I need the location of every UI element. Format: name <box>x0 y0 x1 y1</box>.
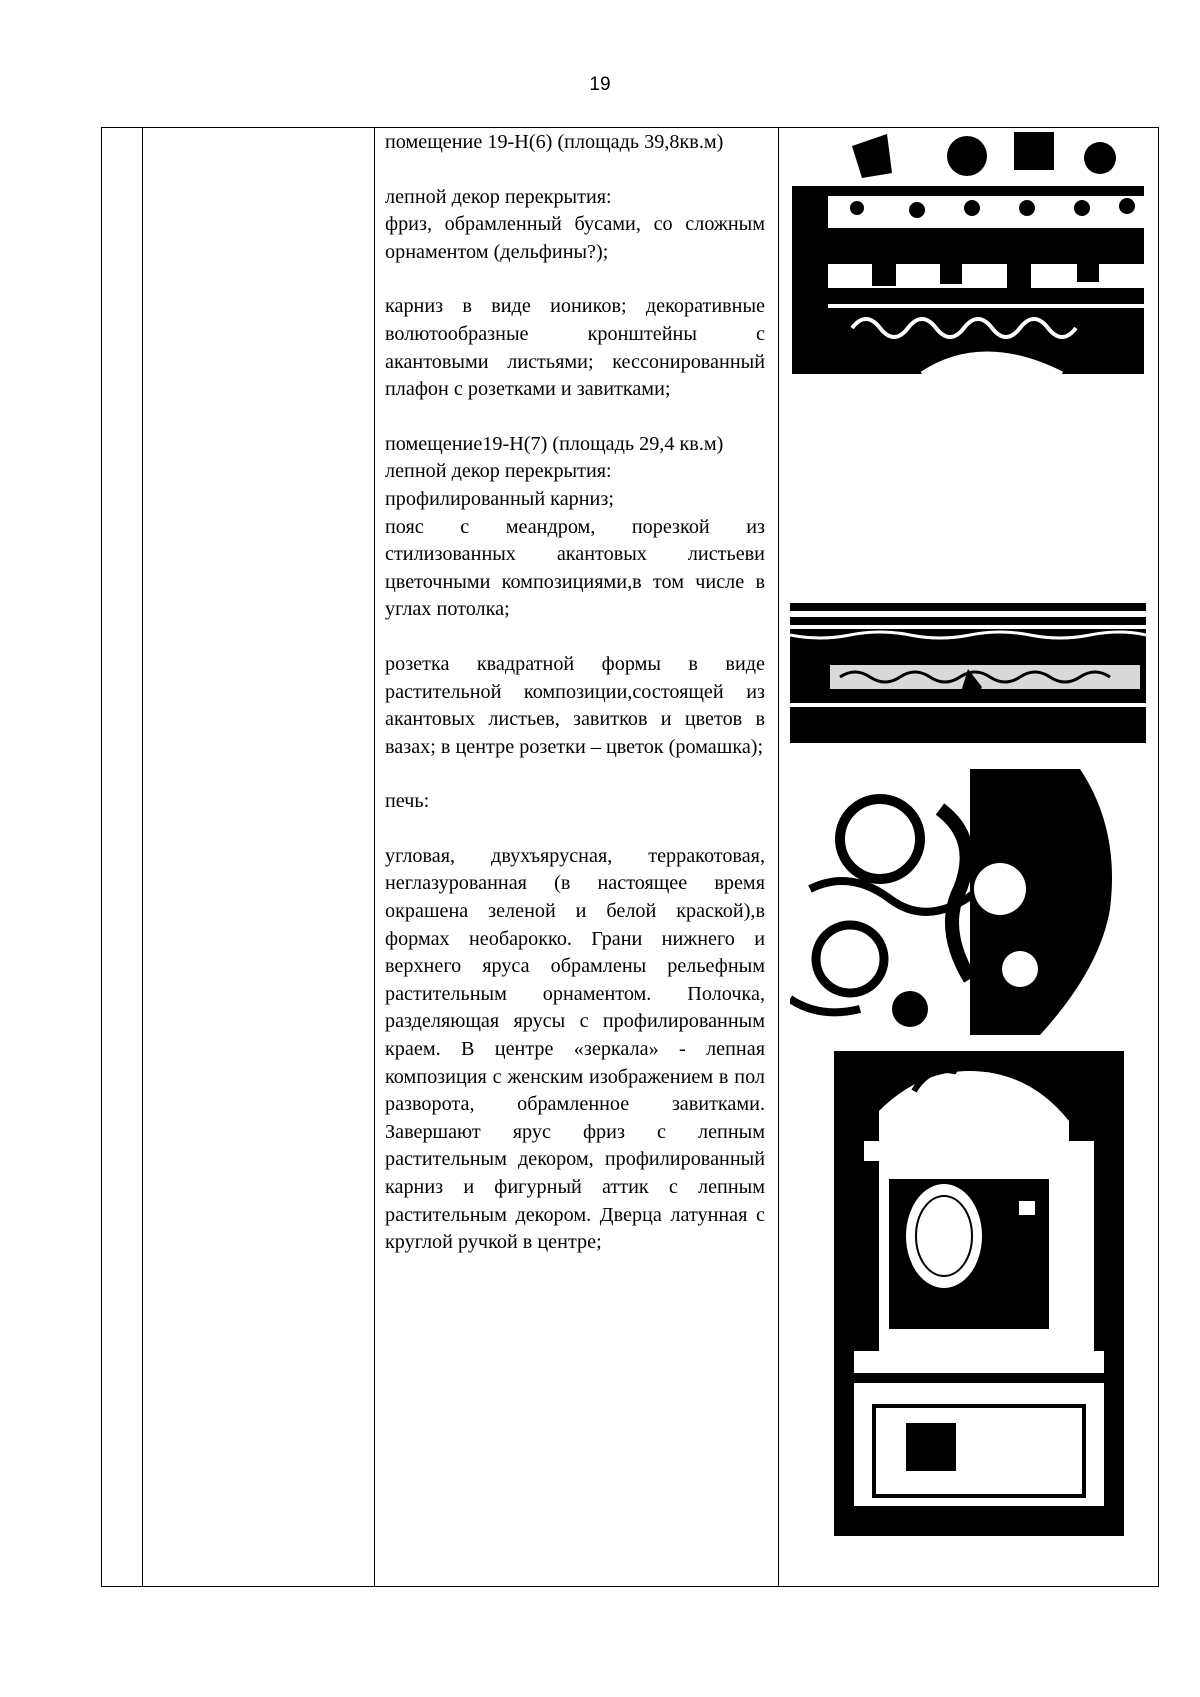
stove-title: печь: <box>385 790 430 813</box>
stove-photo <box>834 1051 1124 1536</box>
rosette-description: розетка квадратной формы в виде растительной композиции,состоящей из акантовых листьев, завитков и цветов в вазах; в центре розетки – цветок (ромашка); <box>385 652 765 758</box>
page-number: 19 <box>589 74 611 95</box>
table-row <box>102 128 1159 1587</box>
object-cell <box>143 128 375 1587</box>
room-7-belt: пояс с меандром, порезкой из стилизованных акантовых листьеви цветочными композициями,в том числе в углах потолка; <box>385 515 765 621</box>
photo-cell <box>779 128 1159 1587</box>
room-6-cornice: карниз в виде иоников; декоративные волютообразные кронштейны с акантовыми листьями; кессонированный плафон с розетками и завитками; <box>385 295 765 401</box>
room-7-cornice: профилированный карниз; <box>385 487 614 510</box>
cornice-belt-photo <box>790 603 1146 743</box>
room-6-decor-title: лепной декор перекрытия: <box>385 185 612 208</box>
rosette-photo <box>790 769 1148 1035</box>
room-7-heading: помещение19-Н(7) (площадь 29,4 кв.м) <box>385 432 724 455</box>
room-6-heading: помещение 19-Н(6) (площадь 39,8кв.м) <box>385 131 724 153</box>
room-6-frieze: фриз, обрамленный бусами, со сложным орнаментом (дельфины?); <box>385 213 765 263</box>
number-cell <box>102 128 143 1587</box>
heritage-table <box>101 127 1159 1587</box>
ceiling-frieze-photo <box>792 128 1144 374</box>
stove-description: угловая, двухъярусная, терракотовая, неглазурованная (в настоящее время окрашена зеленой и белой краской),в формах необарокко. Грани нижнего и верхнего яруса обрамлены рельефным растительным орнаментом. Полочка, разделяющая ярусы с профилированным краем. В центре «зеркала» - лепная композиция с женским изображением в пол разворота, обрамленное завитками. Завершают ярус фриз с лепным растительным декором, профилированный карниз и фигурный аттик с лепным растительным декором. Дверца латунная с круглой ручкой в центре; <box>385 844 765 1254</box>
room-7-decor-title: лепной декор перекрытия: <box>385 460 612 483</box>
description-cell <box>375 128 779 1587</box>
